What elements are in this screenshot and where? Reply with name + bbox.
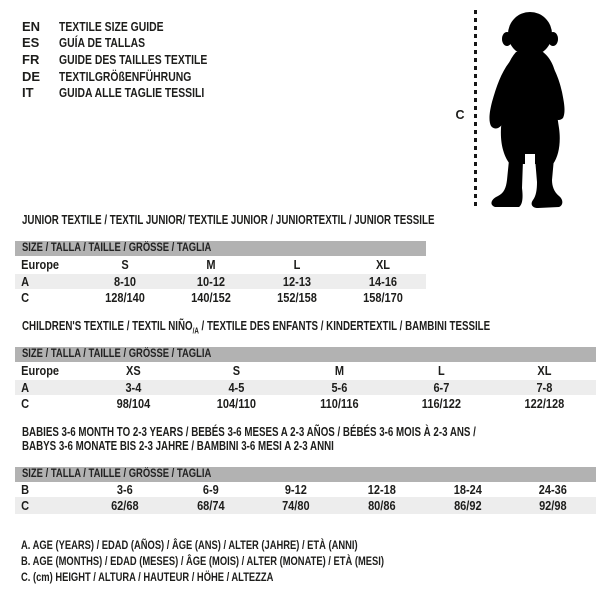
footnote-text: B. AGE (MONTHS) / EDAD (MESES) / ÂGE (MOIS) / ALTER (MONATE) / ETÀ (MESI) — [21, 554, 384, 568]
height-cell: 92/98 — [539, 498, 567, 513]
size-cell: XL — [375, 258, 391, 272]
height-cell: 86/92 — [453, 498, 482, 513]
age-cell: 4-5 — [228, 380, 245, 395]
footnote-a — [21, 537, 486, 553]
height-cell: 128/140 — [105, 290, 145, 305]
table-row — [15, 274, 426, 289]
height-cell: 80/86 — [368, 498, 396, 513]
height-cell: 116/122 — [422, 396, 462, 411]
table-title-text — [22, 319, 490, 339]
language-code: IT — [22, 85, 34, 101]
height-cell: 158/170 — [363, 290, 403, 305]
size-cell: M — [334, 364, 344, 378]
language-title: GUÍA DE TALLAS — [59, 35, 146, 51]
height-cell: 98/104 — [116, 396, 151, 411]
table-row — [15, 256, 426, 274]
junior-size-table — [15, 241, 426, 306]
height-cell: 140/152 — [191, 290, 231, 305]
row-label: A — [21, 380, 30, 395]
row-label: Europe — [21, 258, 60, 272]
table-title-text: / TEXTILE DES ENFANTS / KINDERTEXTIL / BAMBINI TESSILE — [198, 319, 491, 333]
row-label: Europe — [21, 364, 60, 378]
age-cell: 12-18 — [367, 482, 396, 497]
row-label: C — [21, 396, 30, 411]
language-title: GUIDE DES TAILLES TEXTILE — [59, 51, 208, 67]
size-header-text: SIZE / TALLA / TAILLE / GRÖSSE / TAGLIA — [22, 242, 212, 254]
row-label: C — [21, 498, 30, 513]
height-cell: 74/80 — [282, 498, 310, 513]
age-cell: 12-13 — [282, 274, 312, 289]
table-title-text: CHILDREN'S TEXTILE / TEXTIL NIÑO — [22, 319, 193, 333]
table-title-line2: BABYS 3-6 MONATE BIS 2-3 JAHRE / BAMBINI 3-6 MESI A 2-3 ANNI — [22, 439, 334, 453]
footnote-text: A. AGE (YEARS) / EDAD (AÑOS) / ÂGE (ANS) / ALTER (JAHRE) / ETÀ (ANNI) — [21, 538, 358, 552]
age-cell: 9-12 — [285, 482, 308, 497]
language-title: TEXTILGRÖßENFÜHRUNG — [59, 68, 192, 84]
height-cell: 110/116 — [319, 396, 359, 411]
row-label: A — [21, 274, 30, 289]
row-label: C — [21, 290, 30, 305]
age-cell: 10-12 — [196, 274, 226, 289]
table-title-text: JUNIOR TEXTILE / TEXTIL JUNIOR/ TEXTILE JUNIOR / JUNIORTEXTIL / JUNIOR TESSILE — [22, 213, 435, 227]
table-row — [15, 380, 596, 395]
height-cell: 62/68 — [111, 498, 139, 513]
table-row — [15, 362, 596, 380]
language-code: ES — [22, 35, 40, 51]
footnote-c — [21, 569, 486, 585]
language-row — [22, 35, 244, 52]
height-cell: 152/158 — [277, 290, 317, 305]
size-header-bar — [15, 241, 426, 256]
toddler-silhouette-icon — [482, 8, 574, 208]
junior-table-title — [22, 213, 551, 227]
table-row — [15, 289, 426, 306]
age-cell: 6-7 — [433, 380, 450, 395]
size-header-bar — [15, 347, 596, 362]
language-row — [22, 84, 244, 101]
table-title-line1: BABIES 3-6 MONTH TO 2-3 YEARS / BEBÉS 3-6 MESES A 2-3 AÑOS / BÉBÉS 3-6 MOIS À 2-3 ANS / — [22, 425, 476, 439]
language-title: TEXTILE SIZE GUIDE — [59, 18, 164, 34]
age-cell: 8-10 — [113, 274, 137, 289]
language-row — [22, 18, 244, 35]
size-cell: XL — [537, 364, 552, 378]
footnotes — [21, 537, 486, 585]
age-cell: 14-16 — [368, 274, 398, 289]
table-title-subscript: /A — [192, 326, 199, 336]
height-cell: 68/74 — [196, 498, 225, 513]
table-row — [15, 497, 596, 514]
row-label: B — [21, 482, 30, 497]
size-header-bar — [15, 467, 596, 482]
age-cell: 3-6 — [116, 482, 133, 497]
children-size-table — [15, 347, 596, 412]
footnote-text: C. (cm) HEIGHT / ALTURA / HAUTEUR / HÖHE / ALTEZZA — [21, 570, 274, 584]
age-cell: 6-9 — [202, 482, 219, 497]
height-measure-label: C — [455, 108, 465, 122]
size-cell: M — [206, 258, 216, 272]
table-row — [15, 395, 596, 412]
children-table-title — [22, 319, 600, 339]
age-cell: 24-36 — [539, 482, 568, 497]
babies-size-table — [15, 467, 596, 514]
size-cell: L — [438, 364, 446, 378]
footnote-b — [21, 553, 486, 569]
size-cell: S — [232, 364, 240, 378]
language-title: GUIDA ALLE TAGLIE TESSILI — [59, 85, 205, 101]
age-cell: 3-4 — [125, 380, 142, 395]
size-header-text: SIZE / TALLA / TAILLE / GRÖSSE / TAGLIA — [22, 348, 212, 360]
language-code: DE — [22, 68, 41, 84]
language-legend — [22, 18, 244, 101]
table-row — [15, 482, 596, 497]
age-cell: 18-24 — [453, 482, 482, 497]
size-cell: L — [293, 258, 301, 272]
age-cell: 5-6 — [331, 380, 347, 395]
language-row — [22, 68, 244, 85]
size-cell: XS — [126, 364, 141, 378]
size-header-text: SIZE / TALLA / TAILLE / GRÖSSE / TAGLIA — [22, 468, 212, 480]
language-row — [22, 51, 244, 68]
babies-table-title — [22, 425, 600, 453]
height-cell: 122/128 — [524, 396, 565, 411]
language-code: FR — [22, 51, 40, 67]
size-cell: S — [121, 258, 129, 272]
language-code: EN — [22, 18, 41, 34]
height-dashed-line — [474, 10, 477, 208]
age-cell: 7-8 — [536, 380, 553, 395]
height-cell: 104/110 — [216, 396, 256, 411]
